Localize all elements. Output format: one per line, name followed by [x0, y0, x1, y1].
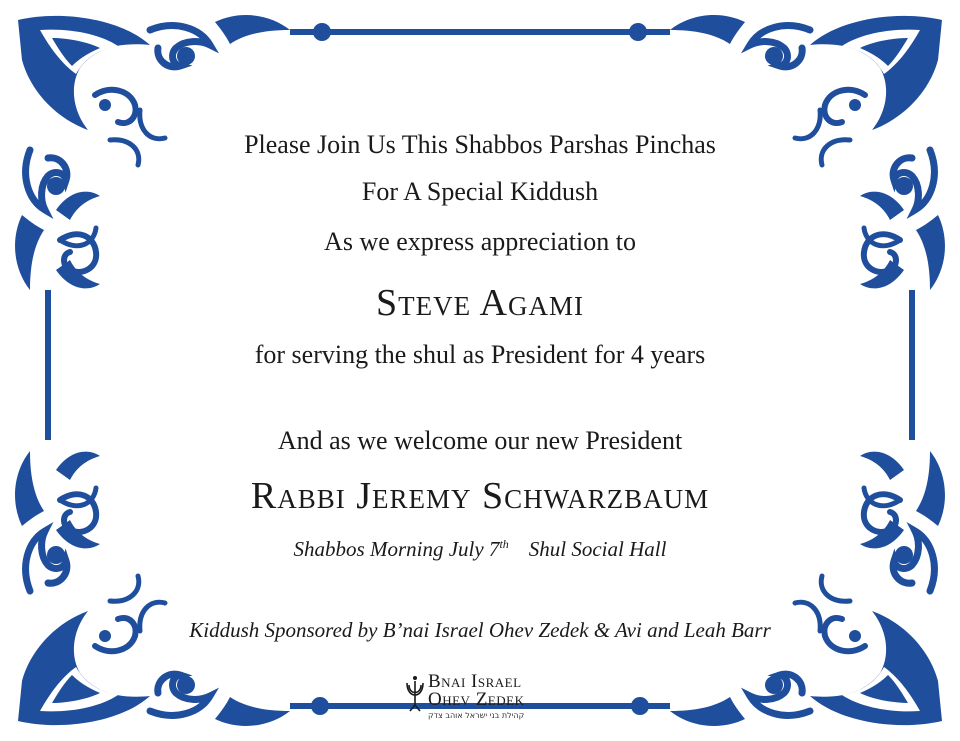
honoree-name: Steve Agami [376, 282, 584, 324]
event-date: Shabbos Morning July 7 [293, 537, 500, 561]
invitation-line-2: For A Special Kiddush [361, 177, 599, 206]
synagogue-logo [406, 671, 556, 723]
event-date-suffix: th [499, 537, 509, 551]
event-location: Shul Social Hall [528, 537, 667, 561]
invitation-line-3: As we express appreciation to [324, 227, 636, 256]
logo-hebrew: קהילת בני ישראל אוהב צדק [428, 711, 525, 720]
logo-line-2: Ohev Zedek [428, 689, 525, 710]
invitation-line-5: for serving the shul as President for 4 years [254, 340, 706, 369]
invitation-line-1: Please Join Us This Shabbos Parshas Pinchas [244, 130, 716, 159]
logo-line-1: Bnai Israel [428, 671, 522, 692]
new-president-name: Rabbi Jeremy Schwarzbaum [250, 475, 710, 517]
event-details [0, 537, 960, 562]
invitation-line-6: And as we welcome our new President [277, 426, 683, 455]
menorah-icon [406, 675, 424, 713]
sponsor-line: Kiddush Sponsored by B’nai Israel Ohev Zedek & Avi and Leah Barr [189, 618, 771, 642]
